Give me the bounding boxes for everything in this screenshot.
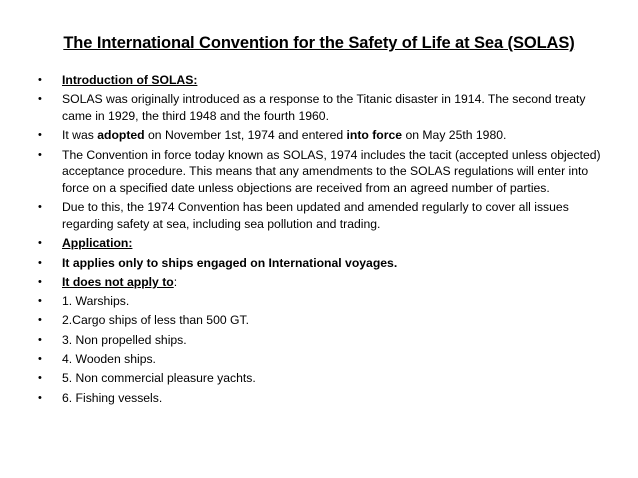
bullet-item [36,235,606,252]
bullet-icon: • [38,295,42,308]
bullet-item [36,332,606,349]
bullet-icon: • [38,353,42,366]
bullet-item [36,147,606,197]
bullet-icon: • [38,391,42,404]
bullet-icon: • [38,275,42,288]
bullet-item [36,255,606,272]
bullet-item [36,390,606,407]
bullet-text: 4. Wooden ships. [62,352,156,367]
bullet-text: 6. Fishing vessels. [62,390,163,405]
bullet-item [36,127,606,144]
bullet-text: It was [62,128,98,143]
bullet-text: Introduction of SOLAS: [62,73,198,87]
bullet-text: 2.Cargo ships of less than 500 GT. [62,313,249,328]
bullet-text: on November 1st, 1974 and entered [144,128,347,143]
bullet-item [36,72,606,89]
bullet-text: The Convention in force today known as SOLAS, 1974 includes the tacit (accepted unless objected) acceptance procedure. This means that any amendments to the SOLAS regulations will enter into force on a specified date unless objections are received from an agreed number of parties. [62,147,601,195]
bullet-text: SOLAS was originally introduced as a response to the Titanic disaster in 1914. The second treaty came in 1929, the third 1948 and the fourth 1960. [62,92,586,123]
bullet-icon: • [38,148,42,161]
bullet-icon: • [38,372,42,385]
bullet-text: on May 25th 1980. [402,128,507,143]
bullet-item [36,351,606,368]
bullet-text-bold: into force [346,128,403,143]
bullet-icon: • [38,201,42,214]
bullet-text: 3. Non propelled ships. [62,332,187,347]
slide-title: The International Convention for the Safety of Life at Sea (SOLAS) [63,34,575,52]
bullet-item [36,199,606,232]
bullet-text: 5. Non commercial pleasure yachts. [62,371,256,386]
bullet-text-bold: adopted [97,128,145,143]
bullet-item [36,274,606,291]
bullet-icon: • [38,129,42,142]
bullet-icon: • [38,314,42,327]
bullet-item [36,293,606,310]
bullet-text: : [173,274,178,289]
bullet-text: 1. Warships. [62,294,130,309]
bullet-icon: • [38,74,42,86]
bullet-item [36,312,606,329]
bullet-icon: • [38,93,42,106]
bullet-item [36,91,606,124]
bullet-text: It does not apply to [62,274,174,289]
bullet-text: Due to this, the 1974 Convention has been updated and amended regularly to cover all issues regarding safety at sea, including sea pollution and trading. [62,200,569,231]
bullet-item [36,370,606,387]
bullet-icon: • [38,256,42,269]
bullet-icon: • [38,237,42,250]
bullet-text: Application: [62,236,133,251]
bullet-icon: • [38,333,42,346]
bullet-text: It applies only to ships engaged on International voyages. [62,255,398,270]
bullet-list [36,72,606,409]
